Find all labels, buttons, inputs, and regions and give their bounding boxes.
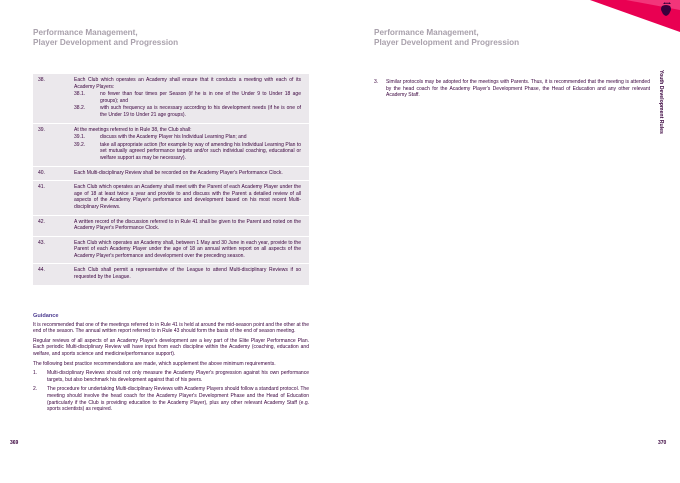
guidance-item-number: 3. <box>374 79 379 85</box>
guidance-section <box>33 313 309 416</box>
page-number-left: 369 <box>10 440 19 446</box>
sub-rule <box>74 134 301 141</box>
side-section-label <box>656 70 672 170</box>
sub-rule-number: 38.2. <box>74 105 86 112</box>
rule-number: 41. <box>38 184 45 191</box>
right-page <box>340 0 680 483</box>
rule-number: 39. <box>38 126 45 133</box>
rule-text: Each Club which operates an Academy shall ensure that it conducts a meeting with each of its Academy Players: <box>74 77 301 90</box>
rule-text: Each Club which operates an Academy shall meet with the Parent of each Academy Player under the age of 18 at least twice a year and provide to and discuss with the Parent a detailed review of all aspects of the Academy Player's performance and development based on his most recent Multi-disciplinary Reviews. <box>74 184 301 210</box>
rule-number: 43. <box>38 239 45 246</box>
sub-rule-number: 39.2. <box>74 141 86 148</box>
guidance-title: Guidance <box>33 313 59 319</box>
guidance-list-item <box>33 370 309 383</box>
page-number-right: 370 <box>658 440 667 446</box>
guidance-item-text: Similar protocols may be adopted for the meetings with Parents. Thus, it is recommended that the meeting is attended by the head coach for the Academy Player's Development Phase, the Head of Education and any other relevant Academy Staff. <box>386 79 650 99</box>
rule-row-39 <box>33 123 309 166</box>
sub-rule-text: with such frequency as is necessary according to his development needs (if he is one of the Under 19 to Under 21 age groups). <box>100 105 301 118</box>
sub-rule-text: no fewer than four times per Season (if he is in one of the Under 9 to Under 18 age groups); and <box>100 91 301 104</box>
rule-row-42 <box>33 215 309 236</box>
guidance-list-item <box>33 386 309 412</box>
side-label-text: Youth Development Rules <box>658 70 664 134</box>
rule-text: Each Club which operates an Academy shall, between 1 May and 30 June in each year, provide to the Parent of each Academy Player under the age of 18 an annual written report on all aspects of the Academy Player's performance and development over the preceding season. <box>74 239 301 259</box>
sub-rule <box>74 91 301 104</box>
rule-row-40 <box>33 166 309 181</box>
rule-number: 38. <box>38 77 45 83</box>
header-line-2: Player Development and Progression <box>33 38 179 47</box>
right-page-header <box>374 28 519 48</box>
sub-rule-text: take all appropriate action (for example by way of amending his Individual Learning Plan to set mutually agreed performance targets and/or such individual coaching, educational or welfare support as may be necessary). <box>100 141 301 161</box>
sub-rule-number: 38.1. <box>74 91 86 98</box>
rule-text: A written record of the discussion referred to in Rule 41 shall be given to the Parent and noted on the Academy Player's Performance Clock. <box>74 218 301 232</box>
rule-text: At the meetings referred to in Rule 38, the Club shall: <box>74 126 192 133</box>
rules-table <box>33 74 309 286</box>
rule-text: Each Multi-disciplinary Review shall be recorded on the Academy Player's Performance Clock. <box>74 169 283 176</box>
rule-cell <box>73 74 309 123</box>
left-page-header <box>33 28 178 48</box>
guidance-item-text: Multi-disciplinary Reviews should not only measure the Academy Player's progression against his own performance targets, but also benchmark his development against that of his peers. <box>47 370 309 383</box>
guidance-item-text: The procedure for undertaking Multi-disciplinary Reviews with Academy Players should follow a standard protocol. The meeting should involve the head coach for the Academy Player's Development Phase and the Head of Education (particularly if the Club is providing education to the Academy Player), plus any other relevant Academy Staff (e.g. sports scientists) as required. <box>47 386 309 413</box>
rule-number: 40. <box>38 169 45 176</box>
header-line-1: Performance Management, <box>374 28 479 37</box>
rule-cell <box>73 123 309 166</box>
right-guidance-list <box>374 79 650 99</box>
rule-row-43 <box>33 236 309 264</box>
guidance-item-number: 2. <box>33 386 38 393</box>
sub-rule-number: 39.1. <box>74 134 86 141</box>
guidance-item-number: 1. <box>33 370 38 377</box>
sub-rule <box>74 105 301 118</box>
sub-rule-text: discuss with the Academy Player his Individual Learning Plan; and <box>100 134 247 141</box>
guidance-paragraph: It is recommended that one of the meetings referred to in Rule 41 is held at around the mid-season point and the other at the end of the season. The annual written report referred to in Rule 43 should form the basis of the end of season meeting. <box>33 321 309 335</box>
guidance-list-item <box>374 79 650 99</box>
rule-row-38 <box>33 74 309 123</box>
guidance-paragraph: Regular reviews of all aspects of an Academy Player's development are a key part of the Elite Player Performance Plan. Each periodic Multi-disciplinary Review will have input from each discipline within the Academy (coaching, education and welfare, and sports science and medicine/performance support). <box>33 337 309 357</box>
rule-text: Each Club shall permit a representative of the League to attend Multi-disciplinary Reviews if so requested by the League. <box>74 267 301 281</box>
rule-row-44 <box>33 264 309 285</box>
rule-number: 44. <box>38 267 45 274</box>
guidance-paragraph: The following best practice recommendations are made, which supplement the above minimum requirements. <box>33 360 276 367</box>
header-line-1: Performance Management, <box>33 28 138 37</box>
header-line-2: Player Development and Progression <box>374 38 520 47</box>
corner-brand-ribbon <box>590 0 680 32</box>
sub-rule <box>74 142 301 162</box>
rule-number: 42. <box>38 218 45 225</box>
rule-row-41 <box>33 181 309 215</box>
